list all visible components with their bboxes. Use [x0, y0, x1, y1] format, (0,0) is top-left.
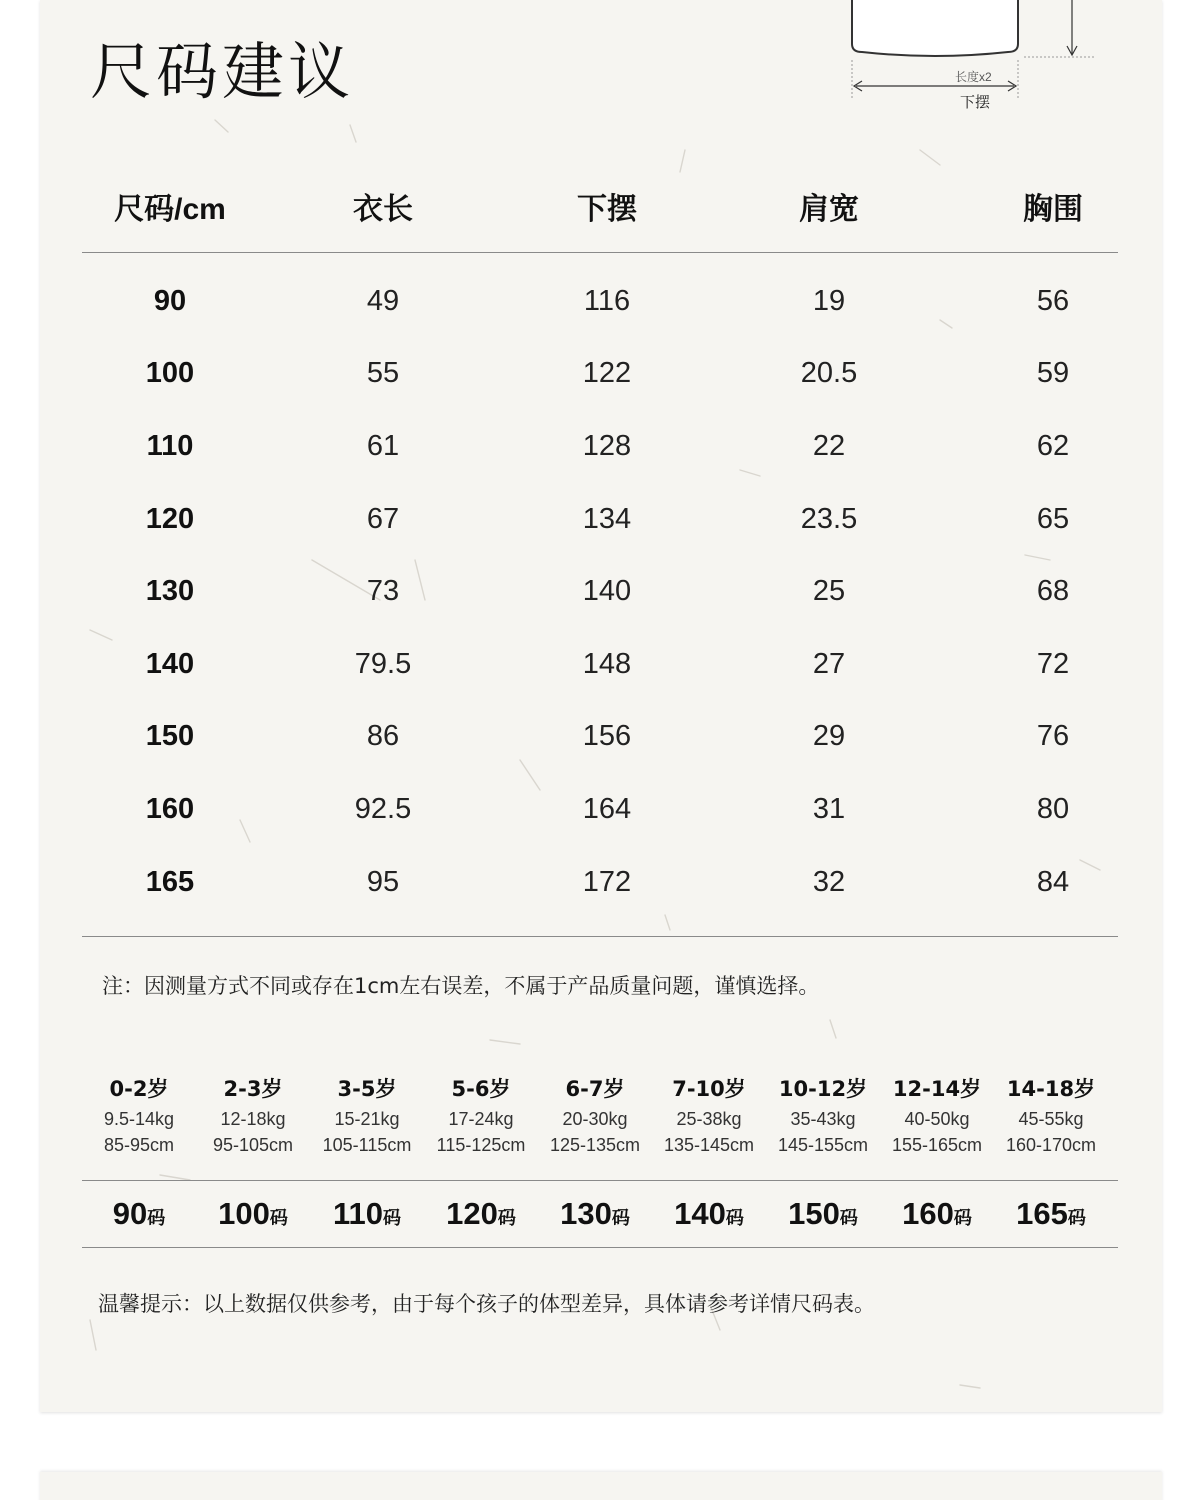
age-kg: 40-50kg	[904, 1109, 970, 1129]
age-cm: 155-165cm	[891, 1135, 983, 1155]
cell-hem: 128	[582, 429, 632, 462]
size-guide-card	[40, 0, 1162, 1412]
table-row	[82, 628, 1118, 701]
cell-chest: 80	[1036, 792, 1070, 825]
size-code	[538, 1196, 652, 1232]
cell-length: 79.5	[354, 647, 412, 680]
age-kg: 20-30kg	[562, 1109, 628, 1129]
cell-size: 140	[145, 647, 195, 680]
cell-chest: 68	[1036, 575, 1070, 608]
cell-length: 92.5	[354, 792, 412, 825]
age-cm: 160-170cm	[1005, 1135, 1097, 1155]
age-kg: 9.5-14kg	[103, 1109, 175, 1129]
size-code-unit: 码	[269, 1208, 288, 1229]
age-column	[424, 1072, 538, 1158]
size-code-number: 100	[218, 1196, 270, 1231]
measurement-note: 注：因测量方式不同或存在1cm左右误差，不属于产品质量问题，谨慎选择。	[102, 974, 820, 998]
cell-length: 86	[366, 720, 400, 753]
table-bottom-rule	[82, 936, 1118, 937]
cell-shoulder: 29	[812, 720, 846, 753]
size-code-number: 165	[1016, 1196, 1068, 1231]
length-label: 长度x2	[955, 70, 992, 84]
age-column	[880, 1072, 994, 1158]
age-column	[652, 1072, 766, 1158]
cell-shoulder: 31	[812, 792, 846, 825]
age-cm: 135-145cm	[663, 1135, 755, 1155]
age-cm: 85-95cm	[103, 1135, 175, 1155]
size-code	[424, 1196, 538, 1232]
age-size-guide	[82, 1072, 1118, 1248]
size-code	[652, 1196, 766, 1232]
size-code-unit: 码	[839, 1208, 858, 1229]
age-cm: 145-155cm	[777, 1135, 869, 1155]
size-code-number: 90	[112, 1196, 148, 1231]
cell-hem: 134	[582, 502, 632, 535]
table-row	[82, 773, 1118, 846]
reference-tip: 温馨提示：以上数据仅供参考，由于每个孩子的体型差异，具体请参考详情尺码表。	[98, 1292, 875, 1316]
size-code-unit: 码	[147, 1208, 166, 1229]
table-header-row	[82, 160, 1118, 252]
header-chest: 胸围	[1023, 193, 1083, 226]
age-cm: 95-105cm	[212, 1135, 294, 1155]
age-label: 3-5岁	[337, 1077, 397, 1101]
cell-chest: 62	[1036, 429, 1070, 462]
age-cm: 115-125cm	[436, 1135, 526, 1155]
cell-size: 165	[145, 865, 195, 898]
age-column	[82, 1072, 196, 1158]
cell-chest: 65	[1036, 502, 1070, 535]
size-code	[310, 1196, 424, 1232]
cell-hem: 116	[583, 284, 631, 317]
age-column	[538, 1072, 652, 1158]
age-label: 2-3岁	[223, 1077, 283, 1101]
table-body	[82, 253, 1118, 918]
table-row	[82, 846, 1118, 919]
age-label: 7-10岁	[672, 1077, 746, 1101]
garment-diagram	[840, 0, 1140, 120]
cell-size: 150	[145, 720, 195, 753]
cell-size: 90	[153, 284, 187, 317]
header-shoulder: 肩宽	[799, 193, 859, 226]
cell-length: 55	[366, 357, 400, 390]
header-hem: 下摆	[577, 193, 637, 226]
cell-size: 160	[145, 792, 195, 825]
cell-chest: 59	[1036, 357, 1070, 390]
size-code-unit: 码	[383, 1208, 401, 1229]
age-kg: 15-21kg	[334, 1109, 400, 1129]
age-label: 12-14岁	[892, 1077, 982, 1101]
age-kg: 25-38kg	[676, 1109, 742, 1129]
cell-length: 49	[366, 284, 400, 317]
size-code-number: 160	[902, 1196, 954, 1231]
cell-shoulder: 22	[812, 429, 846, 462]
cell-hem: 148	[582, 647, 632, 680]
size-code-unit: 码	[953, 1208, 972, 1229]
cell-shoulder: 20.5	[800, 357, 858, 390]
age-kg: 12-18kg	[220, 1109, 286, 1129]
age-column	[310, 1072, 424, 1158]
age-label: 5-6岁	[451, 1077, 511, 1101]
cell-chest: 76	[1036, 720, 1070, 753]
cell-chest: 72	[1036, 647, 1070, 680]
table-row	[82, 701, 1118, 774]
age-column	[196, 1072, 310, 1158]
age-column	[766, 1072, 880, 1158]
cell-size: 100	[145, 357, 195, 390]
size-code-row	[82, 1181, 1118, 1247]
cell-hem: 164	[582, 792, 632, 825]
age-kg: 35-43kg	[790, 1109, 856, 1129]
age-cm: 125-135cm	[549, 1135, 641, 1155]
age-label: 14-18岁	[1006, 1077, 1096, 1101]
table-row	[82, 555, 1118, 628]
size-code-number: 110	[332, 1196, 383, 1231]
cell-shoulder: 25	[812, 575, 846, 608]
size-code-number: 120	[446, 1196, 498, 1231]
hem-label: 下摆	[960, 94, 991, 111]
cell-length: 67	[366, 502, 400, 535]
cell-length: 61	[366, 429, 400, 462]
cell-size: 130	[145, 575, 195, 608]
age-label: 0-2岁	[109, 1077, 169, 1101]
cell-hem: 156	[582, 720, 632, 753]
size-code-number: 140	[674, 1196, 726, 1231]
size-code	[880, 1196, 994, 1232]
cell-hem: 122	[582, 357, 632, 390]
header-size: 尺码/cm	[114, 193, 226, 226]
next-section-card	[40, 1472, 1162, 1500]
age-kg: 17-24kg	[448, 1109, 514, 1129]
age-column	[994, 1072, 1108, 1158]
page-title: 尺码建议	[90, 35, 355, 108]
table-row	[82, 265, 1118, 338]
cell-size: 110	[146, 429, 194, 462]
age-columns	[82, 1072, 1118, 1158]
cell-length: 95	[366, 865, 400, 898]
age-cm: 105-115cm	[322, 1135, 412, 1155]
cell-hem: 140	[582, 575, 632, 608]
size-code	[994, 1196, 1108, 1232]
age-label: 6-7岁	[565, 1077, 625, 1101]
cell-chest: 84	[1036, 865, 1070, 898]
size-code-unit: 码	[725, 1208, 744, 1229]
cell-size: 120	[145, 502, 195, 535]
size-table	[82, 160, 1118, 937]
cell-hem: 172	[582, 865, 632, 898]
table-row	[82, 410, 1118, 483]
cell-chest: 56	[1036, 284, 1070, 317]
size-code-unit: 码	[497, 1208, 516, 1229]
size-code-number: 130	[560, 1196, 612, 1231]
age-label: 10-12岁	[778, 1077, 868, 1101]
cell-shoulder: 27	[812, 647, 846, 680]
table-row	[82, 338, 1118, 411]
size-code	[766, 1196, 880, 1232]
table-row	[82, 483, 1118, 556]
size-code-number: 150	[788, 1196, 840, 1231]
size-code-unit: 码	[1067, 1208, 1086, 1229]
header-length: 衣长	[353, 193, 413, 226]
age-kg: 45-55kg	[1018, 1109, 1084, 1129]
size-code-unit: 码	[611, 1208, 630, 1229]
size-code	[82, 1196, 196, 1232]
age-bottom-rule	[82, 1247, 1118, 1248]
cell-shoulder: 23.5	[800, 502, 858, 535]
cell-length: 73	[366, 575, 400, 608]
cell-shoulder: 19	[812, 284, 846, 317]
cell-shoulder: 32	[812, 865, 846, 898]
size-code	[196, 1196, 310, 1232]
